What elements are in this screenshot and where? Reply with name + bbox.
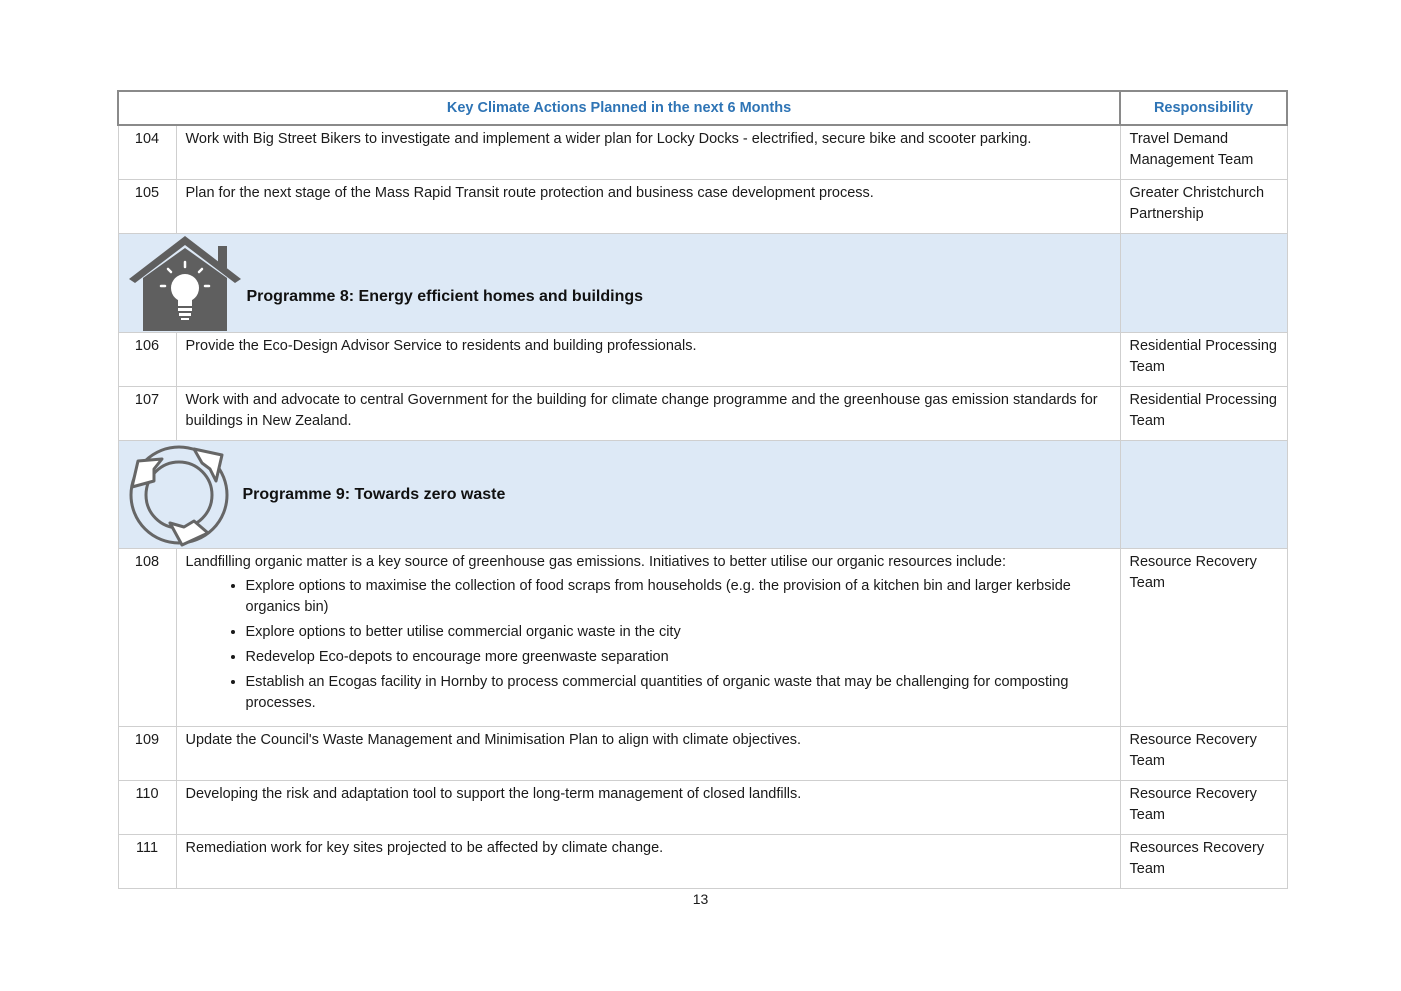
climate-actions-table <box>117 90 1288 889</box>
action-number: 105 <box>118 180 176 234</box>
table-header-row <box>118 91 1287 125</box>
table-row <box>118 125 1287 180</box>
action-number: 109 <box>118 727 176 781</box>
header-actions: Key Climate Actions Planned in the next 6 Months <box>118 91 1120 125</box>
table-row <box>118 180 1287 234</box>
action-text <box>176 549 1120 727</box>
action-text: Developing the risk and adaptation tool to support the long-term management of closed landfills. <box>176 781 1120 835</box>
responsibility-text: Resource Recovery Team <box>1120 727 1287 781</box>
initiatives-list <box>186 576 1112 714</box>
table-row <box>118 387 1287 441</box>
table-row <box>118 781 1287 835</box>
recycle-arrows-icon <box>124 441 234 548</box>
table-row <box>118 549 1287 727</box>
action-number: 108 <box>118 549 176 727</box>
table-row <box>118 333 1287 387</box>
programme-8-cell <box>118 234 1120 333</box>
programme-9-cell <box>118 441 1120 549</box>
programme-9-empty-cell <box>1120 441 1287 549</box>
responsibility-text: Residential Processing Team <box>1120 387 1287 441</box>
action-text: Work with and advocate to central Government for the building for climate change programme and the greenhouse gas emission standards for buildings in New Zealand. <box>176 387 1120 441</box>
list-item: • Redevelop Eco-depots to encourage more greenwaste separation <box>246 647 1112 668</box>
list-item: • Explore options to maximise the collection of food scraps from households (e.g. the provision of a kitchen bin and larger kerbside organics bin) <box>246 576 1112 618</box>
programme-8-title: Programme 8: Energy efficient homes and buildings <box>246 288 644 305</box>
responsibility-text: Residential Processing Team <box>1120 333 1287 387</box>
page-number: 13 <box>692 891 709 907</box>
responsibility-text: Resource Recovery Team <box>1120 549 1287 727</box>
action-number: 111 <box>118 835 176 889</box>
action-text: Remediation work for key sites projected to be affected by climate change. <box>176 835 1120 889</box>
programme-9-row <box>118 441 1287 549</box>
action-text: Plan for the next stage of the Mass Rapid Transit route protection and business case development process. <box>176 180 1120 234</box>
programme-9-title: Programme 9: Towards zero waste <box>242 486 506 503</box>
table-row <box>118 727 1287 781</box>
programme-8-empty-cell <box>1120 234 1287 333</box>
responsibility-text: Greater Christchurch Partnership <box>1120 180 1287 234</box>
action-number: 107 <box>118 387 176 441</box>
responsibility-text: Travel Demand Management Team <box>1120 125 1287 180</box>
action-text: Provide the Eco-Design Advisor Service to residents and building professionals. <box>176 333 1120 387</box>
action-number: 104 <box>118 125 176 180</box>
responsibility-text: Resources Recovery Team <box>1120 835 1287 889</box>
house-lightbulb-icon <box>127 234 243 332</box>
table-row <box>118 835 1287 889</box>
list-item: • Establish an Ecogas facility in Hornby to process commercial quantities of organic waste that may be challenging for composting processes. <box>246 672 1112 714</box>
responsibility-text: Resource Recovery Team <box>1120 781 1287 835</box>
action-intro-text: Landfilling organic matter is a key source of greenhouse gas emissions. Initiatives to better utilise our organic resources include: <box>185 554 1006 570</box>
action-number: 106 <box>118 333 176 387</box>
action-text: Update the Council's Waste Management and Minimisation Plan to align with climate objectives. <box>176 727 1120 781</box>
action-text: Work with Big Street Bikers to investigate and implement a wider plan for Locky Docks - electrified, secure bike and scooter parking. <box>176 125 1120 180</box>
action-number: 110 <box>118 781 176 835</box>
header-responsibility: Responsibility <box>1120 91 1287 125</box>
programme-8-row <box>118 234 1287 333</box>
list-item: • Explore options to better utilise commercial organic waste in the city <box>246 622 1112 643</box>
